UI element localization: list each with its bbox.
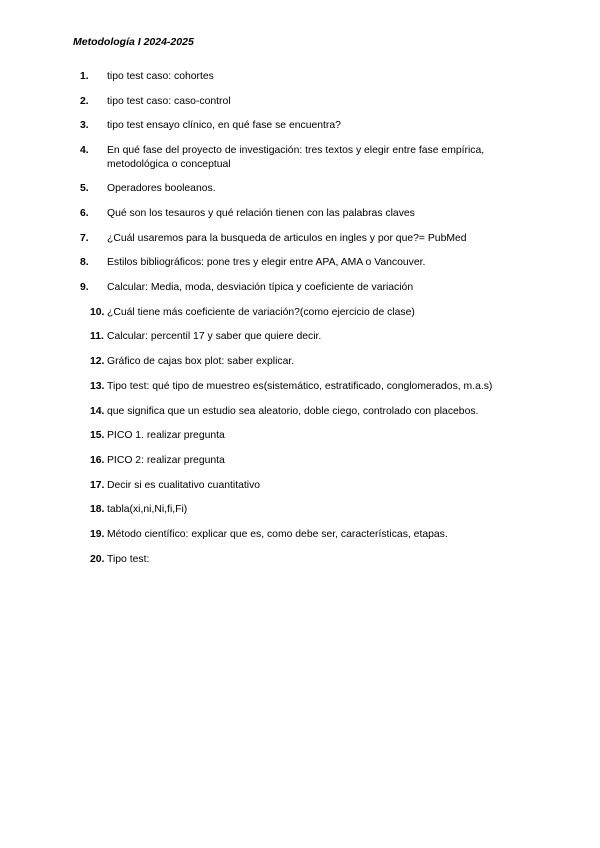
question-number: 9. — [80, 282, 89, 294]
question-item — [0, 479, 600, 493]
question-number: 6. — [80, 208, 89, 220]
question-number: 5. — [80, 183, 89, 195]
question-number: 17. — [90, 479, 105, 491]
question-item — [0, 95, 600, 109]
question-text: Calcular: percentil 17 y saber que quiere decir. — [107, 331, 322, 343]
question-item — [0, 454, 600, 468]
question-text: En qué fase del proyecto de investigación: tres textos y elegir entre fase empírica, metodológica o conceptual — [107, 145, 485, 170]
document-header: Metodología I 2024-2025 — [73, 36, 194, 48]
question-number: 2. — [80, 95, 89, 107]
question-number: 20. — [90, 553, 105, 565]
question-number: 15. — [90, 430, 105, 442]
question-item — [0, 144, 600, 171]
question-item — [0, 256, 600, 270]
question-number: 18. — [90, 504, 105, 516]
question-text: Decir si es cualitativo cuantitativo — [107, 479, 261, 491]
question-number: 7. — [80, 232, 89, 244]
question-text: Operadores booleanos. — [107, 183, 216, 195]
question-list — [0, 70, 600, 577]
question-item — [0, 503, 600, 517]
question-text: PICO 1. realizar pregunta — [107, 430, 225, 442]
question-item — [0, 405, 600, 419]
question-item — [0, 232, 600, 246]
question-item — [0, 429, 600, 443]
question-item — [0, 553, 600, 567]
question-number: 4. — [80, 145, 89, 157]
question-item — [0, 380, 600, 394]
question-item — [0, 306, 600, 320]
question-item — [0, 182, 600, 196]
question-item — [0, 528, 600, 542]
question-text: Tipo test: qué tipo de muestreo es(sistemático, estratificado, conglomerados, m.a.s) — [107, 380, 493, 392]
question-text: Gráfico de cajas box plot: saber explicar. — [107, 356, 295, 368]
question-text: que significa que un estudio sea aleatorio, doble ciego, controlado con placebos. — [107, 405, 479, 417]
question-text: Calcular: Media, moda, desviación típica y coeficiente de variación — [107, 282, 414, 294]
question-number: 1. — [80, 71, 89, 82]
question-item — [0, 330, 600, 344]
question-text: ¿Cuál usaremos para la busqueda de articulos en ingles y por que?= PubMed — [107, 232, 467, 244]
question-number: 14. — [90, 405, 105, 417]
question-item — [0, 119, 600, 133]
question-text: tipo test caso: caso-control — [107, 95, 231, 107]
question-text: tipo test caso: cohortes — [107, 71, 214, 82]
question-text: ¿Cuál tiene más coeficiente de variación?(como ejercicio de clase) — [107, 306, 415, 318]
question-text: Tipo test: — [107, 553, 150, 565]
question-text: PICO 2: realizar pregunta — [107, 454, 225, 466]
question-number: 10. — [90, 306, 105, 318]
question-item — [0, 355, 600, 369]
question-number: 12. — [90, 356, 105, 368]
question-number: 19. — [90, 528, 105, 540]
question-number: 3. — [80, 120, 89, 132]
question-item — [0, 281, 600, 295]
question-item — [0, 207, 600, 221]
question-number: 8. — [80, 257, 89, 269]
question-text: Qué son los tesauros y qué relación tienen con las palabras claves — [107, 208, 415, 220]
question-number: 11. — [90, 331, 104, 343]
question-item — [0, 70, 600, 84]
question-number: 13. — [90, 380, 105, 392]
question-text: Método científico: explicar que es, como debe ser, características, etapas. — [107, 528, 448, 540]
question-text: Estilos bibliográficos: pone tres y elegir entre APA, AMA o Vancouver. — [107, 257, 426, 269]
question-text: tabla(xi,ni,Ni,fi,Fi) — [107, 504, 188, 516]
question-number: 16. — [90, 454, 105, 466]
question-text: tipo test ensayo clínico, en qué fase se encuentra? — [107, 120, 341, 132]
